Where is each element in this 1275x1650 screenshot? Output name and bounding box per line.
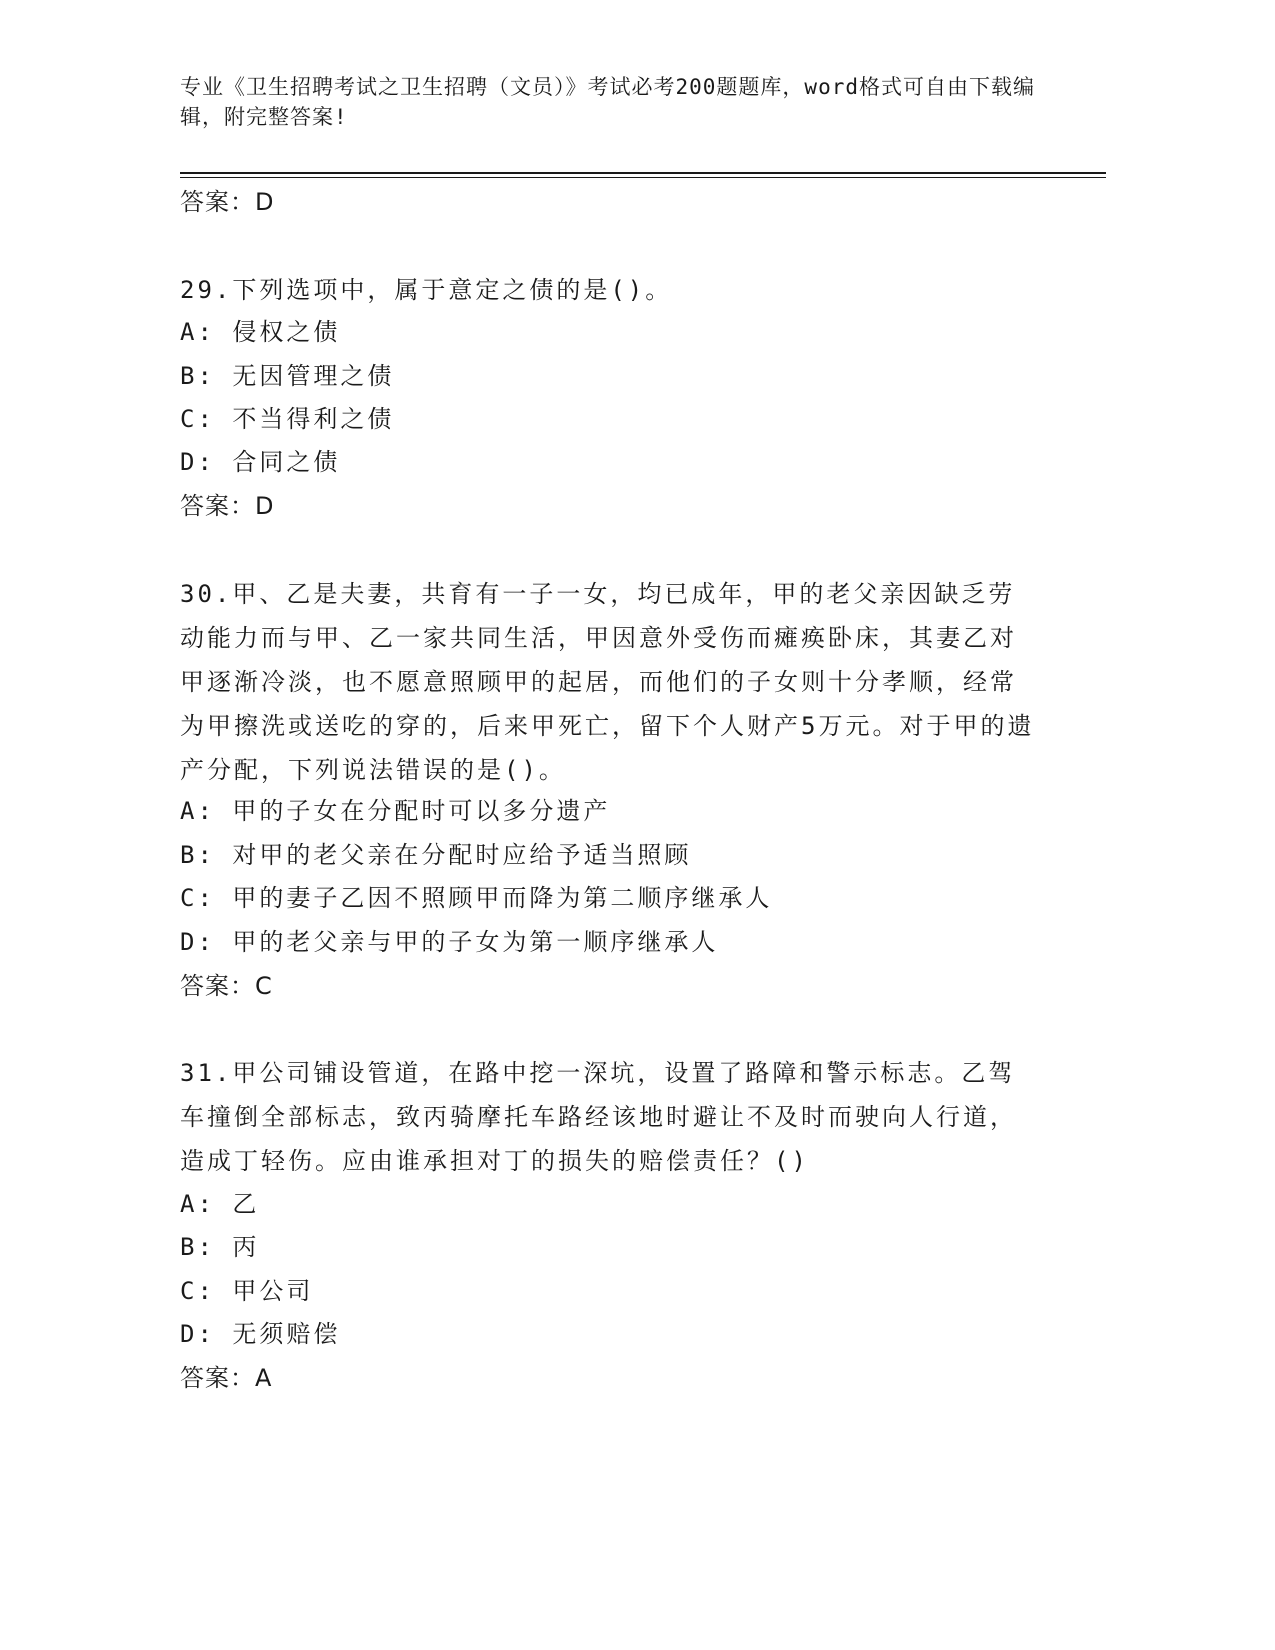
- document-header: 专业《卫生招聘考试之卫生招聘（文员）》考试必考200题题库，word格式可自由下载编辑，附完整答案!: [180, 75, 1035, 129]
- answer-line: 答案：D: [180, 492, 275, 520]
- option-c: C: 甲公司: [180, 1277, 314, 1305]
- option-b: B: 无因管理之债: [180, 362, 395, 390]
- option-b: B: 对甲的老父亲在分配时应给予适当照顾: [180, 841, 692, 869]
- option-d: D: 无须赔偿: [180, 1320, 341, 1348]
- option-c: C: 不当得利之债: [180, 405, 395, 433]
- question-29: 29.下列选项中，属于意定之债的是()。: [180, 276, 673, 304]
- option-a: A: 乙: [180, 1190, 260, 1218]
- option-d: D: 合同之债: [180, 448, 341, 476]
- answer-line: 答案：A: [180, 1364, 273, 1392]
- question-31: 31.甲公司铺设管道，在路中挖一深坑，设置了路障和警示标志。乙驾车撞倒全部标志，致丙骑摩托车路经该地时避让不及时而驶向人行道，造成丁轻伤。应由谁承担对丁的损失的赔偿责任？(): [180, 1059, 1017, 1175]
- option-d: D: 甲的老父亲与甲的子女为第一顺序继承人: [180, 928, 719, 956]
- header-divider-thin: [180, 177, 1106, 178]
- answer-line: 答案：D: [180, 188, 275, 216]
- option-a: A: 侵权之债: [180, 318, 341, 346]
- header-divider-thick: [180, 172, 1106, 174]
- option-b: B: 丙: [180, 1233, 260, 1261]
- option-c: C: 甲的妻子乙因不照顾甲而降为第二顺序继承人: [180, 884, 773, 912]
- option-a: A: 甲的子女在分配时可以多分遗产: [180, 797, 611, 825]
- answer-line: 答案：C: [180, 972, 273, 1000]
- question-30: 30.甲、乙是夫妻，共育有一子一女，均已成年，甲的老父亲因缺乏劳动能力而与甲、乙一家共同生活，甲因意外受伤而瘫痪卧床，其妻乙对甲逐渐冷淡，也不愿意照顾甲的起居，而他们的子女则十分孝顺，经常为甲擦洗或送吃的穿的，后来甲死亡，留下个人财产5万元。对于甲的遗产分配，下列说法错误的是()。: [180, 580, 1035, 784]
